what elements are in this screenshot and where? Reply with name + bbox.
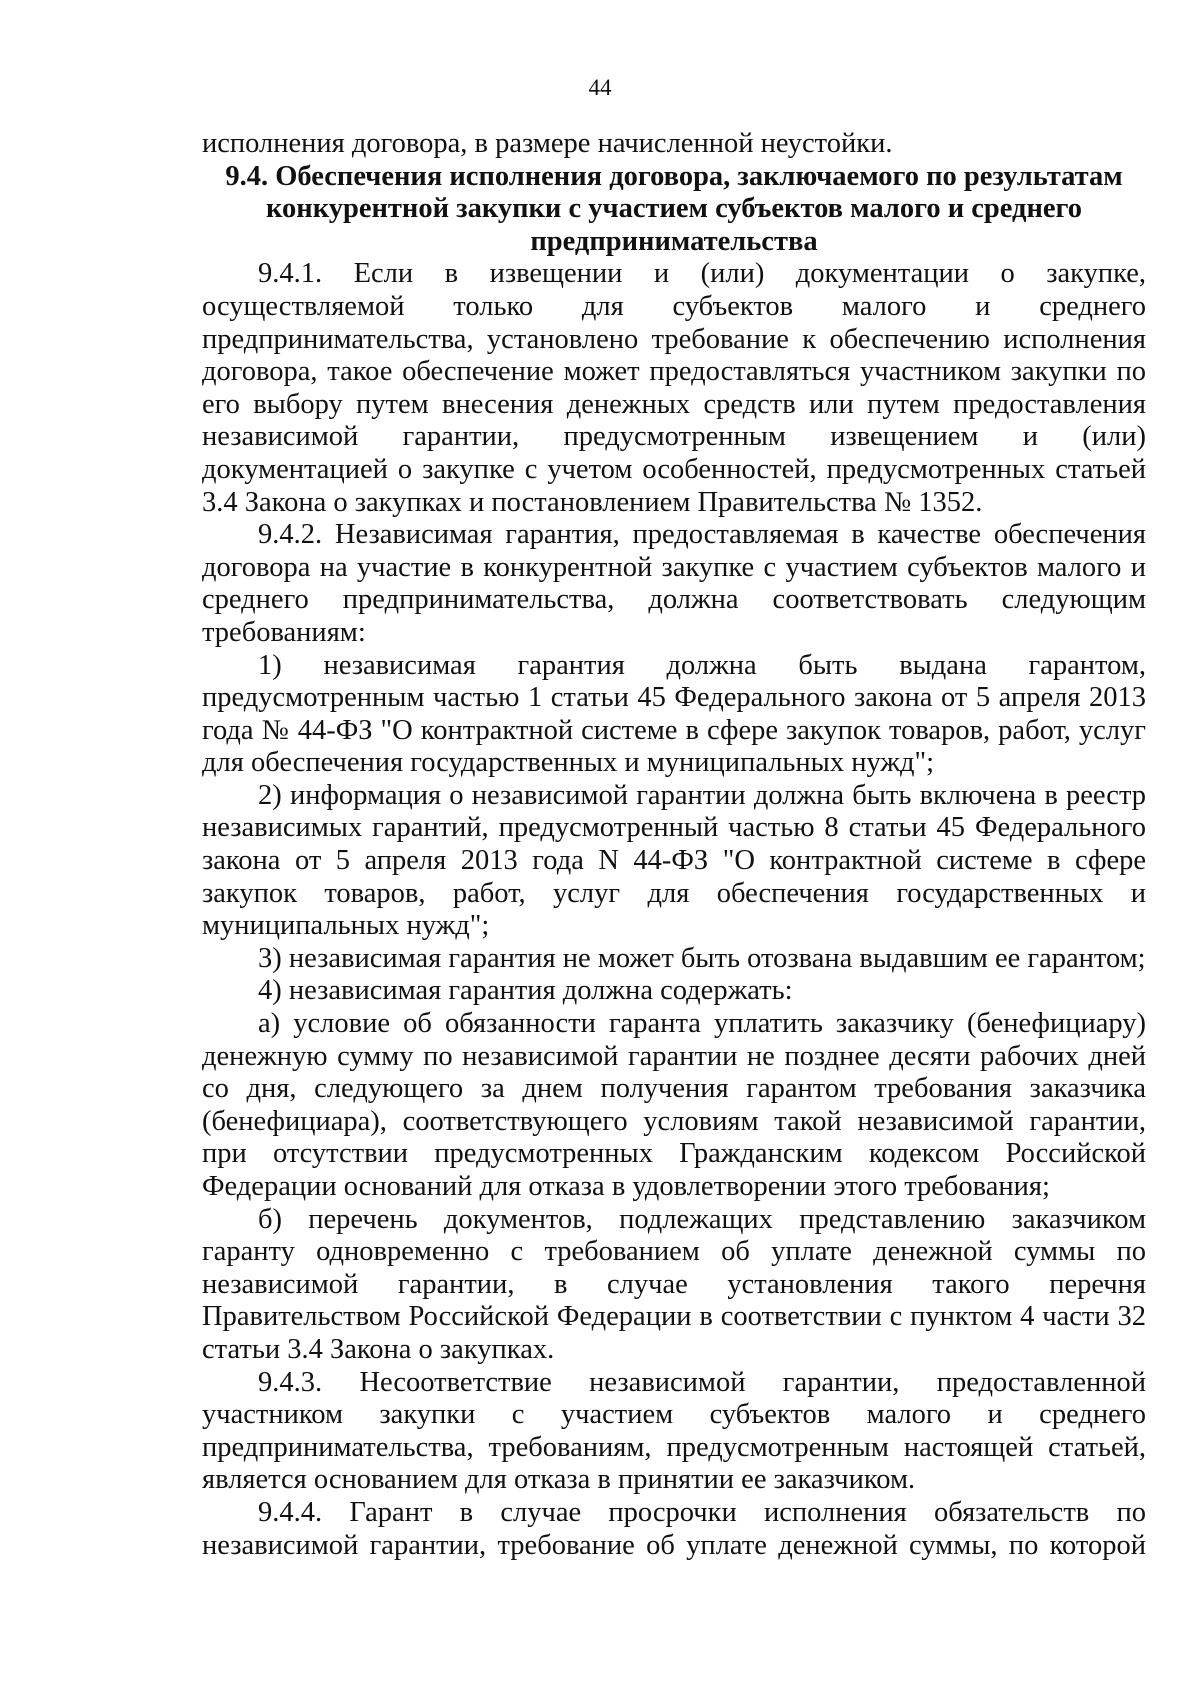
page-number: 44: [588, 75, 612, 100]
section-heading: 9.4. Обеспечения исполнения договора, заключаемого по результатам конкурентной закупки с участием субъектов малого и среднего предпринимательства: [225, 160, 1123, 257]
list-item-1: 1) независимая гарантия должна быть выдана гарантом, предусмотренным частью 1 статьи 45 Федерального закона от 5 апреля 2013 года № 44-ФЗ "О контрактной системе в сфере закупок товаров, работ, услуг для обеспечения государственных и муниципальных нужд";: [202, 649, 1146, 779]
paragraph-9-4-3: 9.4.3. Несоответствие независимой гарантии, предоставленной участником закупки с участием субъектов малого и среднего предпринимательства, требованиям, предусмотренным настоящей статьей, является основанием для отказа в принятии ее заказчиком.: [202, 1366, 1146, 1496]
list-item-3: 3) независимая гарантия не может быть отозвана выдавшим ее гарантом;: [258, 942, 1146, 974]
list-item-2: 2) информация о независимой гарантии должна быть включена в реестр независимых гарантий, предусмотренный частью 8 статьи 45 Федерального закона от 5 апреля 2013 года N 44-ФЗ "О контрактной системе в сфере закупок товаров, работ, услуг для обеспечения государственных и муниципальных нужд";: [202, 779, 1146, 942]
list-item-4: 4) независимая гарантия должна содержать:: [258, 975, 793, 1007]
paragraph-continuation: исполнения договора, в размере начисленной неустойки.: [202, 128, 893, 159]
paragraph-9-4-2: 9.4.2. Независимая гарантия, предоставляемая в качестве обеспечения договора на участие в конкурентной закупке с участием субъектов малого и среднего предпринимательства, должна соответствовать следующим требованиям:: [202, 519, 1146, 648]
paragraph-9-4-1: 9.4.1. Если в извещении и (или) документации о закупке, осуществляемой только для субъектов малого и среднего предпринимательства, установлено требование к обеспечению исполнения договора, такое обеспечение может предоставляться участником закупки по его выбору путем внесения денежных средств или путем предоставления независимой гарантии, предусмотренным извещением и (или) документацией о закупке с учетом особенностей, предусмотренных статьей 3.4 Закона о закупках и постановлением Правительства № 1352.: [202, 258, 1146, 518]
sub-item-b: б) перечень документов, подлежащих представлению заказчиком гаранту одновременно с требованием об уплате денежной суммы по независимой гарантии, в случае установления такого перечня Правительством Российской Федерации в соответствии с пунктом 4 части 32 статьи 3.4 Закона о закупках.: [202, 1203, 1146, 1365]
paragraph-9-4-4: 9.4.4. Гарант в случае просрочки исполнения обязательств по независимой гарантии, требование об уплате денежной суммы, по которой: [202, 1496, 1146, 1561]
sub-item-a: а) условие об обязанности гаранта уплатить заказчику (бенефициару) денежную сумму по независимой гарантии не позднее десяти рабочих дней со дня, следующего за днем получения гарантом требования заказчика (бенефициара), соответствующего условиям такой независимой гарантии, при отсутствии предусмотренных Гражданским кодексом Российской Федерации оснований для отказа в удовлетворении этого требования;: [202, 1008, 1146, 1202]
document-body: [202, 128, 1146, 1562]
